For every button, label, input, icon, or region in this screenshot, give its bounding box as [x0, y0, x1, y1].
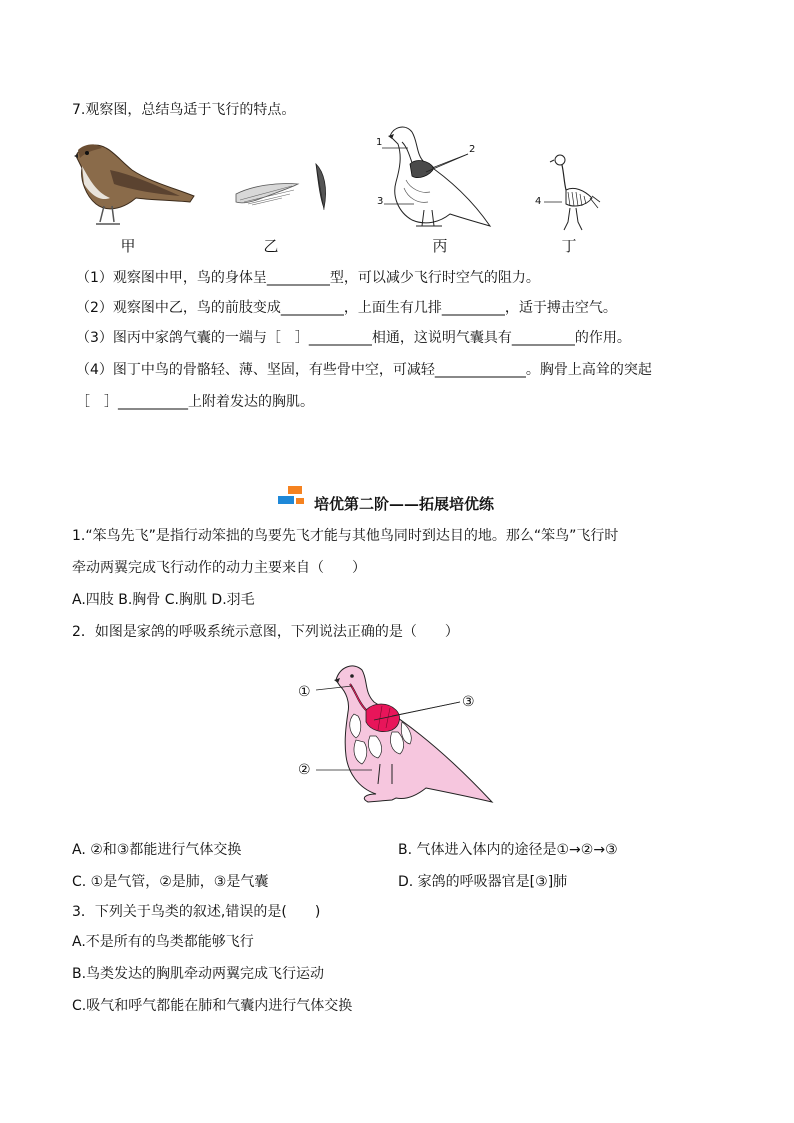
section-logo-icon	[276, 484, 310, 512]
q3-option-a: A.不是所有的鸟类都能够飞行	[72, 934, 254, 950]
sparrow-figure	[70, 140, 200, 230]
q7-item-4-cont: ［ ］__________上附着发达的胸肌。	[76, 394, 314, 410]
q2-figure-label-1: ①	[298, 684, 311, 700]
q3-option-b: B.鸟类发达的胸肌牵动两翼完成飞行运动	[72, 966, 325, 982]
q1-line-1: 1.“笨鸟先飞”是指行动笨拙的鸟要先飞才能与其他鸟同时到达目的地。那么“笨鸟”飞行时	[72, 528, 619, 544]
bing-label-2: 2	[469, 144, 476, 155]
bing-label-3: 3	[377, 196, 384, 207]
q7-title: 7.观察图，总结鸟适于飞行的特点。	[72, 102, 296, 118]
caption-jia: 甲	[120, 237, 136, 255]
q2-option-b: B. 气体进入体内的途径是①→②→③	[398, 842, 618, 858]
q1-options: A.四肢 B.胸骨 C.胸肌 D.羽毛	[72, 592, 255, 608]
caption-ding: 丁	[561, 237, 577, 255]
section-title: 培优第二阶——拓展培优练	[314, 495, 495, 513]
q7-item-3: （3）图丙中家鸽气囊的一端与［ ］_________相通，这说明气囊具有_________的作用。	[76, 330, 631, 346]
q7-item-2: （2）观察图中乙，鸟的前肢变成_________，上面生有几排_________，适于搏击空气。	[76, 300, 617, 316]
q3-option-c: C.吸气和呼气都能在肺和气囊内进行气体交换	[72, 998, 353, 1014]
q2-option-c: C. ①是气管，②是肺，③是气囊	[72, 874, 269, 890]
q7-item-4: （4）图丁中鸟的骨骼轻、薄、坚固，有些骨中空，可减轻_____________。胸骨上高耸的突起	[76, 362, 652, 378]
q2-option-a: A. ②和③都能进行气体交换	[72, 842, 242, 858]
q3-stem: 3．下列关于鸟类的叙述,错误的是( )	[72, 904, 321, 920]
q2-figure-label-3: ③	[462, 694, 475, 710]
q2-option-d: D. 家鸽的呼吸器官是[③]肺	[398, 874, 568, 890]
skeleton-figure	[540, 150, 604, 234]
caption-yi: 乙	[263, 237, 279, 255]
q7-item-1: （1）观察图中甲，鸟的身体呈_________型，可以减少飞行时空气的阻力。	[76, 270, 540, 286]
caption-bing: 丙	[432, 237, 448, 255]
bing-label-1: 1	[376, 137, 383, 148]
q1-line-2: 牵动两翼完成飞行动作的动力主要来自（ ）	[72, 560, 366, 576]
q2-stem: 2．如图是家鸽的呼吸系统示意图，下列说法正确的是（ ）	[72, 624, 459, 640]
q2-figure-label-2: ②	[298, 762, 311, 778]
ding-label-4: 4	[535, 196, 542, 207]
pigeon-respiratory-figure	[296, 656, 496, 806]
pigeon-outline-figure	[372, 122, 496, 234]
wing-figure	[232, 158, 332, 218]
